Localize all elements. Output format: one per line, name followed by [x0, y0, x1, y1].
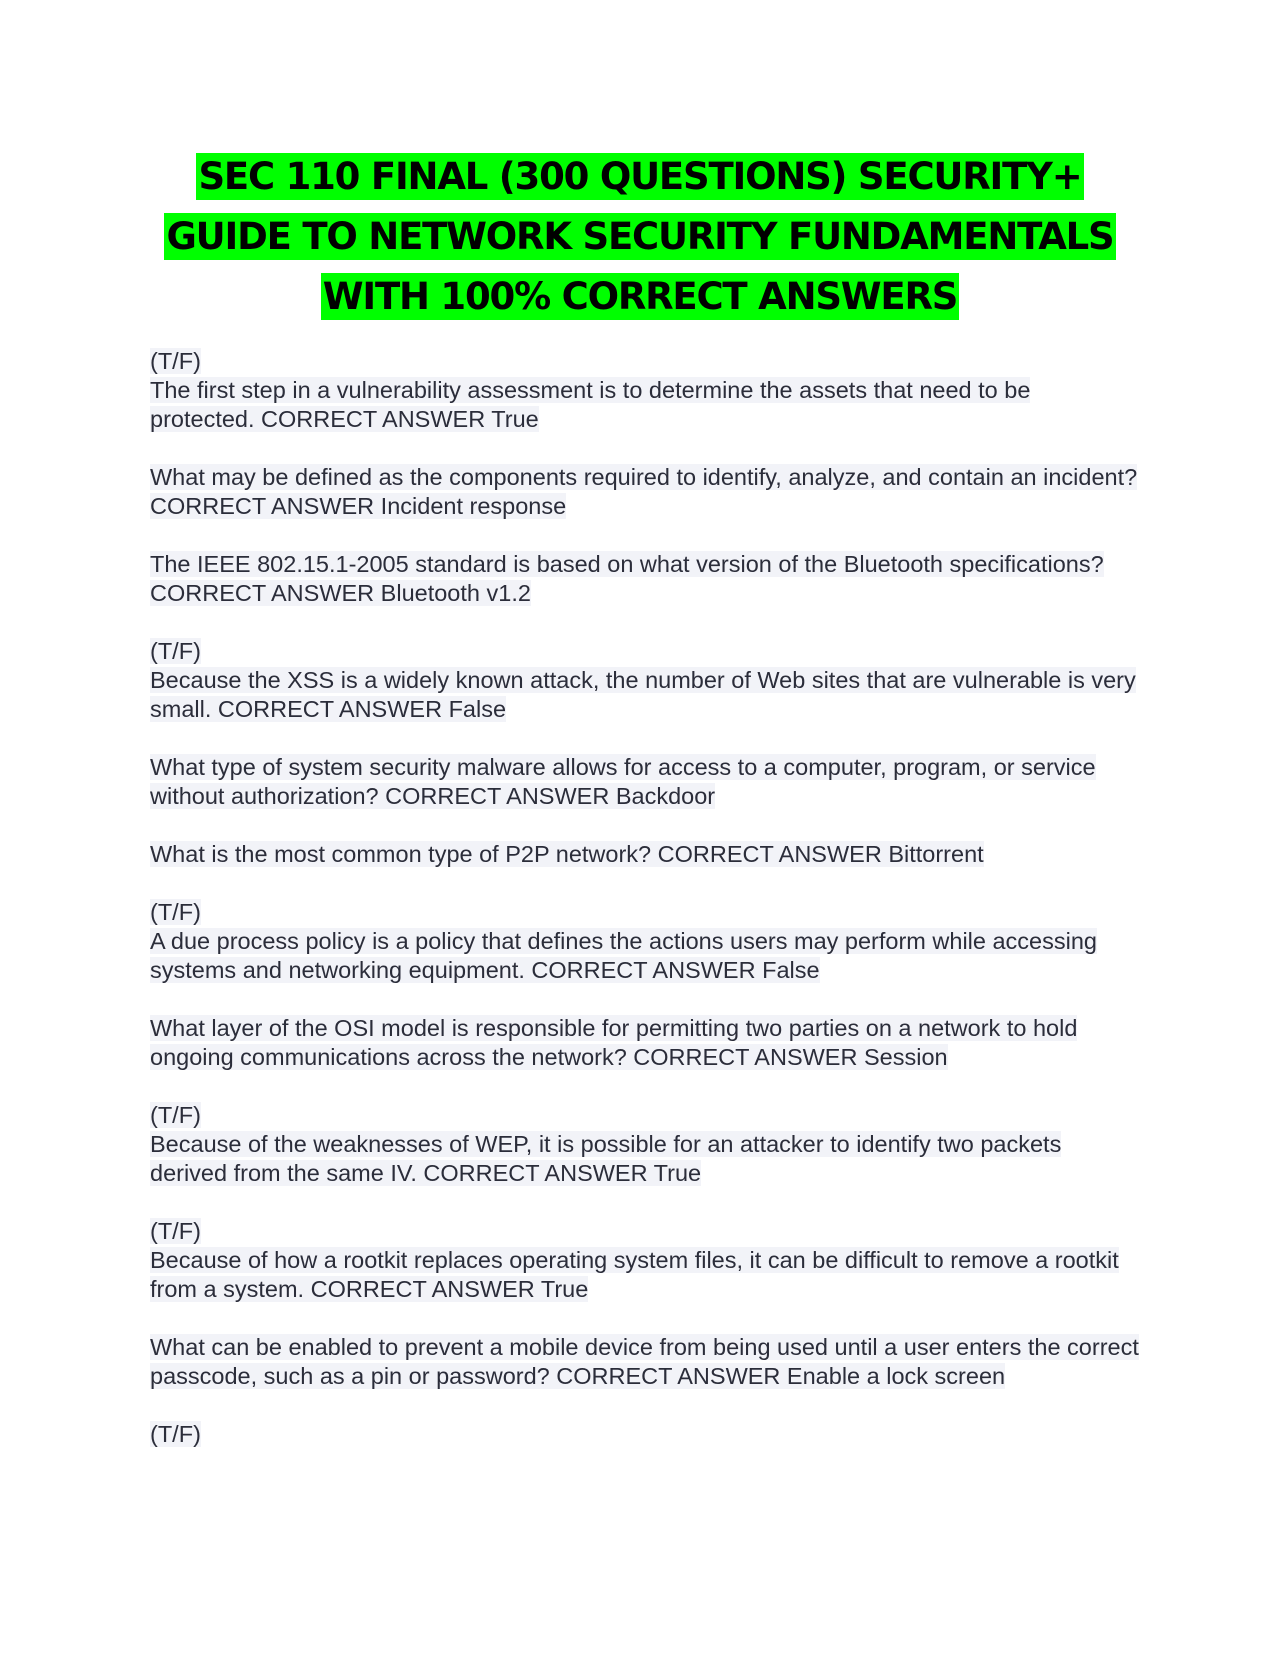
question-item: [150, 840, 1140, 869]
question-type-label: (T/F): [150, 638, 201, 664]
question-item: [150, 1420, 1140, 1449]
question-item: [150, 1217, 1140, 1304]
question-text: Because of how a rootkit replaces operating system files, it can be difficult to remove a rootkit from a system. CORRECT ANSWER True: [150, 1247, 1119, 1302]
question-item: [150, 898, 1140, 985]
question-item: [150, 1333, 1140, 1391]
question-item: [150, 637, 1140, 724]
question-text: What is the most common type of P2P network? CORRECT ANSWER Bittorrent: [150, 841, 984, 867]
question-item: [150, 463, 1140, 521]
question-text: What type of system security malware allows for access to a computer, program, or service without authorization? CORRECT ANSWER Backdoor: [150, 754, 1096, 809]
question-type-label: (T/F): [150, 348, 201, 374]
question-type-label: (T/F): [150, 1102, 201, 1128]
question-text: What may be defined as the components required to identify, analyze, and contain an incident? CORRECT ANSWER Incident response: [150, 464, 1138, 519]
question-text: The first step in a vulnerability assessment is to determine the assets that need to be protected. CORRECT ANSWER True: [150, 377, 1031, 432]
question-text: The IEEE 802.15.1-2005 standard is based on what version of the Bluetooth specifications? CORRECT ANSWER Bluetooth v1.2: [150, 551, 1104, 606]
question-type-label: (T/F): [150, 899, 201, 925]
document-title: [150, 147, 1130, 327]
question-list: [150, 347, 1140, 1478]
question-text: What layer of the OSI model is responsible for permitting two parties on a network to hold ongoing communications across the network? CORRECT ANSWER Session: [150, 1015, 1078, 1070]
document-title-text: SEC 110 FINAL (300 QUESTIONS) SECURITY+ GUIDE TO NETWORK SECURITY FUNDAMENTALS WITH 100% CORRECT ANSWERS: [166, 155, 1114, 318]
question-type-label: (T/F): [150, 1421, 201, 1447]
question-item: [150, 1101, 1140, 1188]
question-item: [150, 753, 1140, 811]
question-text: Because the XSS is a widely known attack, the number of Web sites that are vulnerable is very small. CORRECT ANSWER False: [150, 667, 1136, 722]
question-text: Because of the weaknesses of WEP, it is possible for an attacker to identify two packets derived from the same IV. CORRECT ANSWER True: [150, 1131, 1062, 1186]
question-item: [150, 1014, 1140, 1072]
question-item: [150, 550, 1140, 608]
question-item: [150, 347, 1140, 434]
question-text: What can be enabled to prevent a mobile device from being used until a user enters the correct passcode, such as a pin or password? CORRECT ANSWER Enable a lock screen: [150, 1334, 1139, 1389]
question-text: A due process policy is a policy that defines the actions users may perform while accessing systems and networking equipment. CORRECT ANSWER False: [150, 928, 1097, 983]
question-type-label: (T/F): [150, 1218, 201, 1244]
